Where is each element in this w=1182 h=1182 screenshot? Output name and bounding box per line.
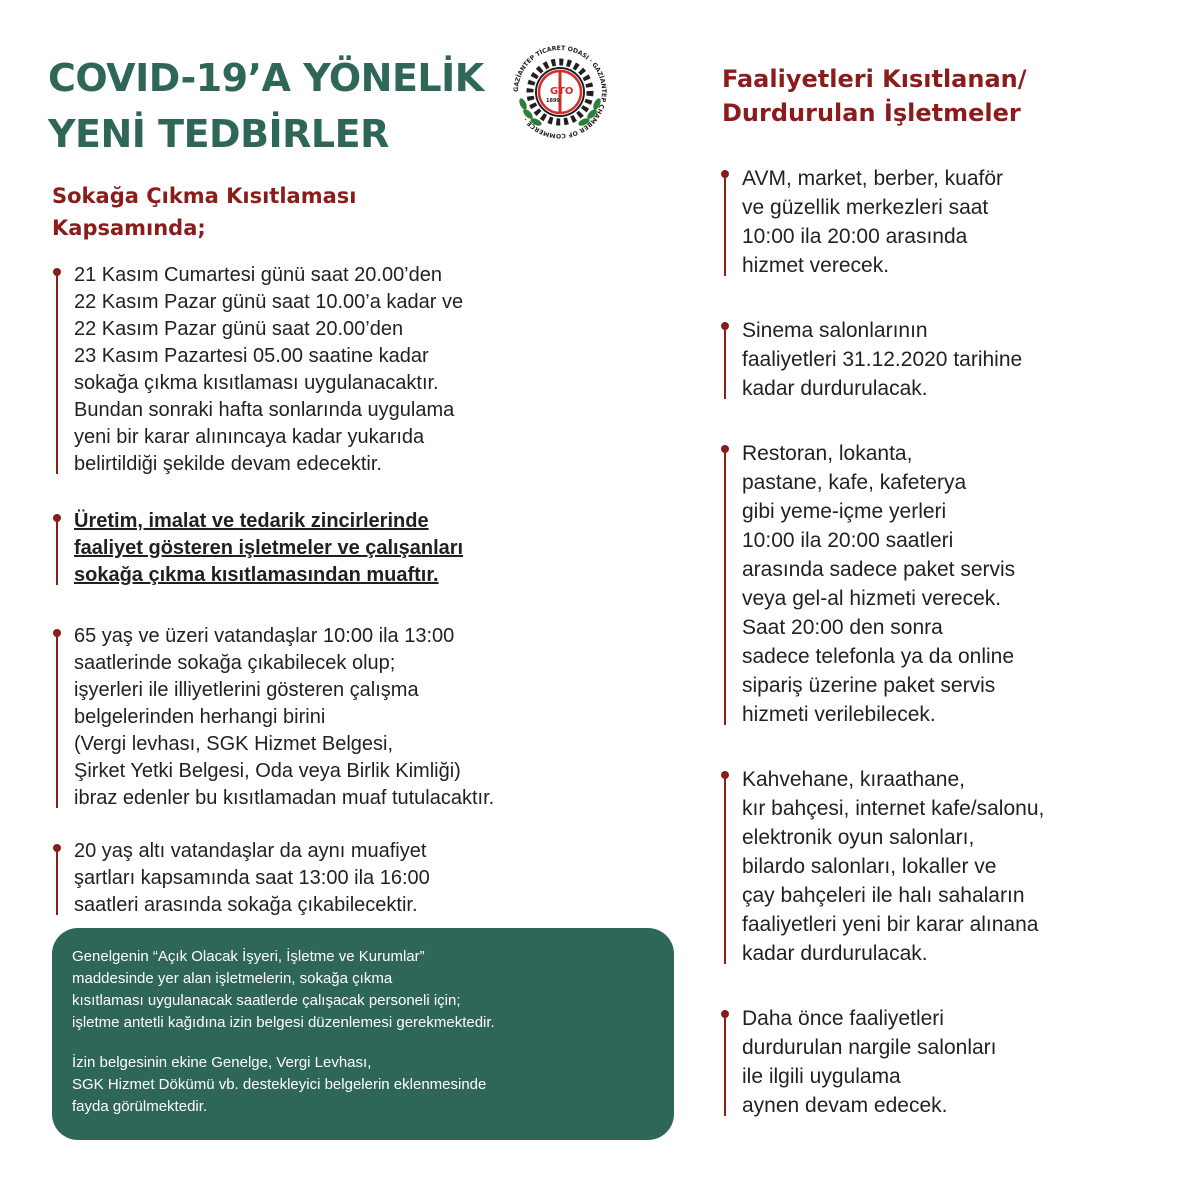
page-title bbox=[48, 50, 484, 162]
gto-logo-icon bbox=[510, 42, 610, 142]
bullet-marker-icon bbox=[56, 270, 58, 474]
bullet-marker-icon bbox=[724, 172, 726, 276]
restriction-item-weekend-curfew: 21 Kasım Cumartesi günü saat 20.00’den 22 Kasım Pazar günü saat 10.00’a kadar ve 22 Kasım Pazar günü saat 20.00’den 23 Kasım Pazartesi 05.00 saatine kadar sokağa çıkma kısıtlaması uygulanacaktır. Bundan sonraki hafta sonlarında uygulama yeni bir karar alınıncaya kadar yukarıda belirtildiği şekilde devam edecektir. bbox=[52, 262, 672, 478]
restriction-item-under-20: 20 yaş altı vatandaşlar da aynı muafiyet şartları kapsamında saat 13:00 ila 16:00 saatleri arasında sokağa çıkabilecektir. bbox=[52, 838, 672, 919]
permit-note-box bbox=[52, 928, 674, 1140]
left-subtitle bbox=[52, 180, 356, 244]
right-subtitle-line-1: Faaliyetleri Kısıtlanan/ bbox=[722, 65, 1027, 93]
restriction-list bbox=[52, 262, 672, 919]
business-item-avm: AVM, market, berber, kuaför ve güzellik merkezleri saat 10:00 ila 20:00 arasında hizmet verecek. bbox=[720, 164, 1160, 280]
bullet-marker-icon bbox=[724, 324, 726, 399]
bullet-marker-icon bbox=[56, 631, 58, 808]
title-line-1: COVID-19’A YÖNELİK bbox=[48, 56, 484, 100]
business-item-coffeehouse: Kahvehane, kıraathane, kır bahçesi, internet kafe/salonu, elektronik oyun salonları, bilardo salonları, lokaller ve çay bahçeleri ile halı sahaların faaliyetleri yeni bir karar alınana kadar durdurulacak. bbox=[720, 765, 1160, 968]
left-subtitle-line-1: Sokağa Çıkma Kısıtlaması bbox=[52, 184, 357, 208]
bullet-marker-icon bbox=[56, 516, 58, 585]
business-list bbox=[720, 164, 1160, 1120]
permit-note-paragraph-2: İzin belgesinin ekine Genelge, Vergi Levhası, SGK Hizmet Dökümü vb. destekleyici belgelerin eklenmesinde fayda görülmektedir. bbox=[72, 1054, 487, 1115]
business-item-hookah: Daha önce faaliyetleri durdurulan nargile salonları ile ilgili uygulama aynen devam edecek. bbox=[720, 1004, 1160, 1120]
bullet-marker-icon bbox=[56, 846, 58, 915]
left-subtitle-line-2: Kapsamında; bbox=[52, 216, 206, 240]
restriction-item-production-exempt: Üretim, imalat ve tedarik zincirlerinde faaliyet gösteren işletmeler ve çalışanları sokağa çıkma kısıtlamasından muaftır. bbox=[52, 508, 672, 589]
bullet-marker-icon bbox=[724, 773, 726, 964]
title-line-2: YENİ TEDBİRLER bbox=[48, 112, 389, 156]
business-item-cinema: Sinema salonlarının faaliyetleri 31.12.2020 tarihine kadar durdurulacak. bbox=[720, 316, 1160, 403]
right-subtitle-line-2: Durdurulan İşletmeler bbox=[722, 99, 1021, 127]
logo-letters: GTO bbox=[550, 86, 574, 97]
permit-note-paragraph-1: Genelgenin “Açık Olacak İşyeri, İşletme ve Kurumlar” maddesinde yer alan işletmelerin, sokağa çıkma kısıtlaması uygulanacak saatlerde çalışacak personeli için; işletme antetli kağıdına izin belgesi düzenlemesi gerekmektedir. bbox=[72, 948, 495, 1031]
business-item-restaurant: Restoran, lokanta, pastane, kafe, kafeterya gibi yeme-içme yerleri 10:00 ila 20:00 saatleri arasında sadece paket servis veya gel-al hizmeti verecek. Saat 20:00 den sonra sadece telefonla ya da online sipariş üzerine paket servis hizmeti verilebilecek. bbox=[720, 439, 1160, 729]
bullet-marker-icon bbox=[724, 447, 726, 725]
logo-ring-text: GAZİANTEP TİCARET ODASI · GAZİANTEP CHAMBER OF COMMERCE · bbox=[512, 44, 608, 140]
right-subtitle bbox=[722, 62, 1027, 130]
restriction-item-age-65: 65 yaş ve üzeri vatandaşlar 10:00 ila 13:00 saatlerinde sokağa çıkabilecek olup; işyerleri ile illiyetlerini gösteren çalışma belgelerinden herhangi birini (Vergi levhası, SGK Hizmet Belgesi, Şirket Yetki Belgesi, Oda veya Birlik Kimliği) ibraz edenler bu kısıtlamadan muaf tutulacaktır. bbox=[52, 623, 672, 812]
logo-year: 1899 bbox=[546, 98, 560, 104]
bullet-marker-icon bbox=[724, 1012, 726, 1116]
